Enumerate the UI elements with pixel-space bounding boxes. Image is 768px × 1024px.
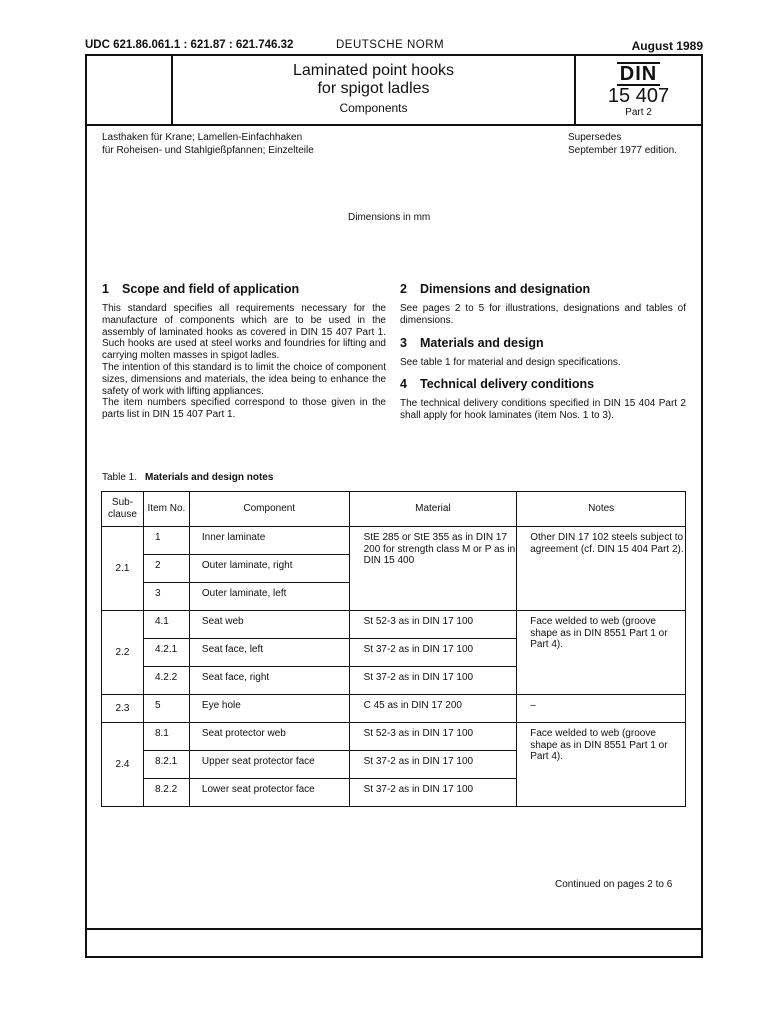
title-line-1: Laminated point hooks xyxy=(293,62,454,79)
section-1-paragraph: The item numbers specified correspond to those given in the parts list in DIN 15 407 Part 1. xyxy=(102,397,386,421)
component-cell: Seat face, left xyxy=(189,639,349,667)
section-1-paragraph: This standard specifies all requirements necessary for the manufacture of components which are to be used in the assembly of laminated hooks as covered in DIN 15 407 Part 1. Such hooks are used at steel works and foundries for lifting and carrying molten masses in spigot ladles. xyxy=(102,303,386,362)
norm-label: DEUTSCHE NORM xyxy=(336,39,445,51)
din-number: 15 407 xyxy=(607,85,670,107)
dimensions-note: Dimensions in mm xyxy=(348,212,431,223)
component-cell: Inner laminate xyxy=(189,527,349,555)
table-row xyxy=(102,527,686,555)
issue-date: August 1989 xyxy=(631,39,703,53)
material-cell: St 37-2 as in DIN 17 100 xyxy=(349,779,517,807)
din-logo: DIN xyxy=(617,62,660,86)
item-cell: 1 xyxy=(143,527,189,555)
section-4-heading xyxy=(400,377,686,392)
header-notes: Notes xyxy=(517,492,686,527)
section-1-paragraph: The intention of this standard is to limit the choice of component sizes, dimensions and materials, the idea being to enhance the safety of work with lifting appliances. xyxy=(102,361,386,397)
subclause-cell: 2.3 xyxy=(102,695,144,723)
section-1-title: Scope and field of application xyxy=(122,282,300,296)
german-title-line-2: für Roheisen- und Stahlgießpfannen; Einzelteile xyxy=(102,145,314,156)
material-cell: St 37-2 as in DIN 17 100 xyxy=(349,639,517,667)
item-cell: 3 xyxy=(143,583,189,611)
item-cell: 8.2.2 xyxy=(143,779,189,807)
component-cell: Seat protector web xyxy=(189,723,349,751)
header-item-no: Item No. xyxy=(143,492,189,527)
section-3-paragraph: See table 1 for material and design specifications. xyxy=(400,356,621,368)
component-cell: Seat web xyxy=(189,611,349,639)
table-row xyxy=(102,695,686,723)
din-part: Part 2 xyxy=(625,107,652,118)
section-2-heading xyxy=(400,282,686,297)
supersedes-note xyxy=(568,131,677,157)
section-2-number: 2 xyxy=(400,282,407,296)
german-title xyxy=(102,131,314,157)
item-cell: 4.1 xyxy=(143,611,189,639)
notes-cell: Face welded to web (groove shape as in DIN 8551 Part 1 or Part 4). xyxy=(517,611,686,695)
item-cell: 8.2.1 xyxy=(143,751,189,779)
udc-classification: UDC 621.86.061.1 : 621.87 : 621.746.32 xyxy=(85,39,294,51)
section-2-title: Dimensions and designation xyxy=(420,282,591,296)
din-designation xyxy=(576,56,701,124)
material-cell: St 37-2 as in DIN 17 100 xyxy=(349,667,517,695)
component-cell: Eye hole xyxy=(189,695,349,723)
section-4-paragraph: The technical delivery conditions specified in DIN 15 404 Part 2 shall apply for hook laminates (item Nos. 1 to 3). xyxy=(400,398,686,422)
item-cell: 5 xyxy=(143,695,189,723)
section-4-title: Technical delivery conditions xyxy=(420,377,595,392)
notes-cell: – xyxy=(517,695,686,723)
subclause-cell: 2.2 xyxy=(102,611,144,695)
footer-rule xyxy=(87,928,701,930)
header-material: Material xyxy=(349,492,517,527)
section-1 xyxy=(102,282,386,421)
materials-table xyxy=(101,491,686,807)
continued-note: Continued on pages 2 to 6 xyxy=(555,879,673,890)
material-cell: St 37-2 as in DIN 17 100 xyxy=(349,751,517,779)
table-caption xyxy=(102,472,273,483)
table-caption-title: Materials and design notes xyxy=(145,472,274,483)
material-cell: St 52-3 as in DIN 17 100 xyxy=(349,611,517,639)
header-subclause: Sub- clause xyxy=(102,492,144,527)
section-2-paragraph: See pages 2 to 5 for illustrations, designations and tables of dimensions. xyxy=(400,303,686,326)
notes-cell: Other DIN 17 102 steels subject to agreement (cf. DIN 15 404 Part 2). xyxy=(517,527,686,611)
section-3-heading xyxy=(400,336,686,351)
supersedes-line-1: Supersedes xyxy=(568,132,622,143)
component-cell: Outer laminate, right xyxy=(189,555,349,583)
component-cell: Seat face, right xyxy=(189,667,349,695)
item-cell: 8.1 xyxy=(143,723,189,751)
section-1-number: 1 xyxy=(102,282,109,296)
material-cell: C 45 as in DIN 17 200 xyxy=(349,695,517,723)
section-4-number: 4 xyxy=(400,377,407,392)
title-block xyxy=(87,56,701,126)
item-cell: 2 xyxy=(143,555,189,583)
notes-cell: Face welded to web (groove shape as in DIN 8551 Part 1 or Part 4). xyxy=(517,723,686,807)
sections-2-4 xyxy=(400,282,686,422)
document-title xyxy=(173,62,574,115)
table-row xyxy=(102,611,686,639)
material-cell: St 52-3 as in DIN 17 100 xyxy=(349,723,517,751)
table-caption-label: Table 1. xyxy=(102,472,138,483)
material-cell: StE 285 or StE 355 as in DIN 17 200 for strength class M or P as in DIN 15 400 xyxy=(349,527,517,611)
header-component: Component xyxy=(189,492,349,527)
table-header-row xyxy=(102,492,686,527)
component-cell: Outer laminate, left xyxy=(189,583,349,611)
item-cell: 4.2.2 xyxy=(143,667,189,695)
item-cell: 4.2.1 xyxy=(143,639,189,667)
german-title-line-1: Lasthaken für Krane; Lamellen-Einfachhaken xyxy=(102,132,303,143)
title-line-2: for spigot ladles xyxy=(317,80,430,97)
document-subtitle: Components xyxy=(339,101,408,115)
table-row xyxy=(102,723,686,751)
supersedes-line-2: September 1977 edition. xyxy=(568,145,677,156)
section-3-number: 3 xyxy=(400,335,407,350)
section-1-heading xyxy=(102,282,386,297)
component-cell: Lower seat protector face xyxy=(189,779,349,807)
section-3-title: Materials and design xyxy=(420,335,544,350)
component-cell: Upper seat protector face xyxy=(189,751,349,779)
subclause-cell: 2.4 xyxy=(102,723,144,807)
subclause-cell: 2.1 xyxy=(102,527,144,611)
